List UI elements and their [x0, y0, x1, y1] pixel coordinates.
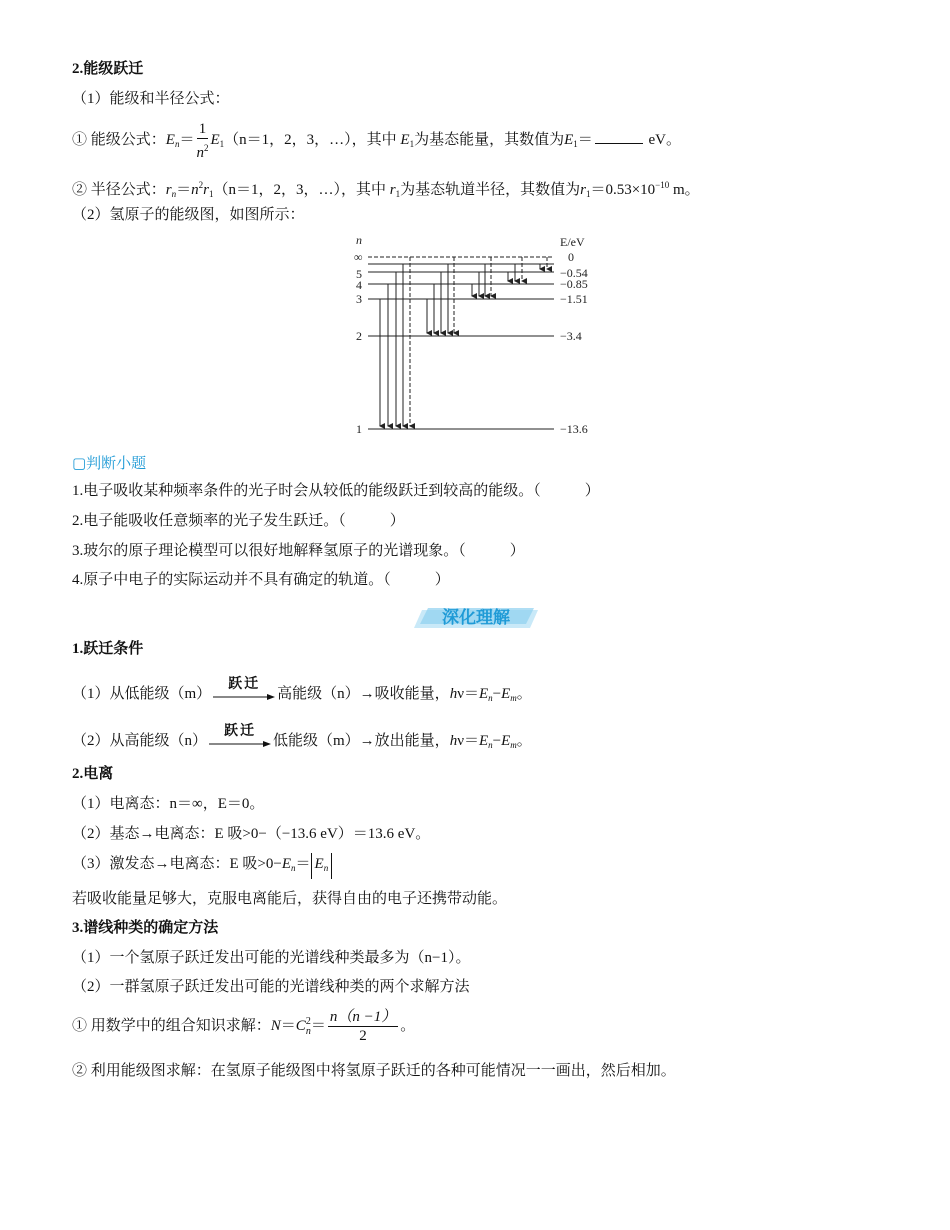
answer-blank[interactable] — [595, 143, 643, 144]
single-atom-lines: （1）一个氢原子跃迁发出可能的光谱线种类最多为（n−1）。 — [72, 950, 471, 966]
deep-1-title: 1.跃迁条件 — [72, 641, 144, 657]
deepen-understanding-banner — [414, 606, 538, 630]
ionization-state-line: （1）电离态：n＝∞，E＝0。 — [72, 796, 265, 812]
transition-emit-line: （2）从高能级（n） 跃迁 低能级（m）→放出能量，$h\nu=E_n-E_m$。 — [72, 723, 532, 750]
transition-absorb-line: （1）从低能级（m） 跃迁 高能级（n）→吸收能量，$h\nu=E_n-E_m$。 — [72, 676, 532, 703]
level-label-2: 2 — [356, 329, 362, 343]
energy-formula-line: ① 能级公式：$E_n=$ $\frac{1}{n^2}$ $E_1(n=1$，2，3，…），其中 $E_1$为基态能量，其数值为$E_1=$ eV。 — [72, 120, 682, 161]
section-2-item-2: （2）氢原子的能级图，如图所示： — [72, 207, 305, 223]
transition-arrow-2: 跃迁 — [209, 724, 271, 748]
quiz-question-4: 4.原子中电子的实际运动并不具有确定的轨道。（ ） — [72, 572, 450, 588]
deep-3-title: 3.谱线种类的确定方法 — [72, 920, 219, 936]
radius-formula-line: ② 半径公式：$r_n=n^2r_1(n=1$，2，3，…），其中 $r_1$为基态轨道半径，其数值为$r_1=0.53\times 10^{-10}$ m。 — [72, 180, 700, 199]
excited-to-ionization-line: （3）激发态→电离态：E 吸$>0-E_n= E_n$ — [72, 853, 332, 879]
fraction-1-over-n2: $\frac{1}{n^2}$ — [196, 120, 209, 161]
n-axis-label: n — [356, 233, 362, 247]
energy-label-0: 0 — [568, 250, 574, 264]
energy-label-5: −0.54 — [560, 266, 588, 280]
deep-2-title: 2.电离 — [72, 766, 114, 782]
quiz-section-title: ▢判断小题 — [72, 455, 147, 472]
energy-label-3: −1.51 — [560, 292, 588, 306]
level-label-5: 5 — [356, 267, 362, 281]
section-2-item-1: （1）能级和半径公式： — [72, 91, 230, 107]
energy-label-4: −0.85 — [560, 277, 588, 291]
ground-to-ionization-line: （2）基态→电离态：E 吸>0−（−13.6 eV）＝13.6 eV。 — [72, 826, 431, 842]
transition-arrow-1: 跃迁 — [213, 677, 275, 701]
energy-level-diagram — [350, 232, 610, 442]
level-label-1: 1 — [356, 422, 362, 436]
energy-label-1: −13.6 — [560, 422, 588, 436]
group-atoms-methods: （2）一群氢原子跃迁发出可能的光谱线种类的两个求解方法 — [72, 979, 470, 995]
level-label-3: 3 — [356, 292, 362, 306]
banner-text: 深化理解 — [442, 608, 510, 628]
quiz-question-3: 3.玻尔的原子理论模型可以很好地解释氢原子的光谱现象。（ ） — [72, 543, 525, 559]
diagram-method-line: ② 利用能级图求解：在氢原子能级图中将氢原子跃迁的各种可能情况一一画出，然后相加。 — [72, 1063, 676, 1079]
combination-fraction: $\frac{n(n -1)}{2}$ — [329, 1009, 397, 1045]
kinetic-energy-note: 若吸收能量足够大，克服电离能后，获得自由的电子还携带动能。 — [72, 891, 508, 907]
combination-formula-line: ① 用数学中的组合知识求解：N＝C 2 n ＝ $\frac{n(n -1)}{2}$ 。 — [72, 1009, 416, 1045]
level-label-4: 4 — [356, 278, 362, 292]
quiz-question-1: 1.电子吸收某种频率条件的光子时会从较低的能级跃迁到较高的能级。（ ） — [72, 483, 600, 499]
quiz-question-2: 2.电子能吸收任意频率的光子发生跃迁。（ ） — [72, 513, 405, 529]
energy-label-2: −3.4 — [560, 329, 582, 343]
level-label-inf: ∞ — [354, 250, 363, 264]
e-axis-label: E/eV — [560, 235, 585, 249]
section-2-title: 2.能级跃迁 — [72, 61, 144, 77]
